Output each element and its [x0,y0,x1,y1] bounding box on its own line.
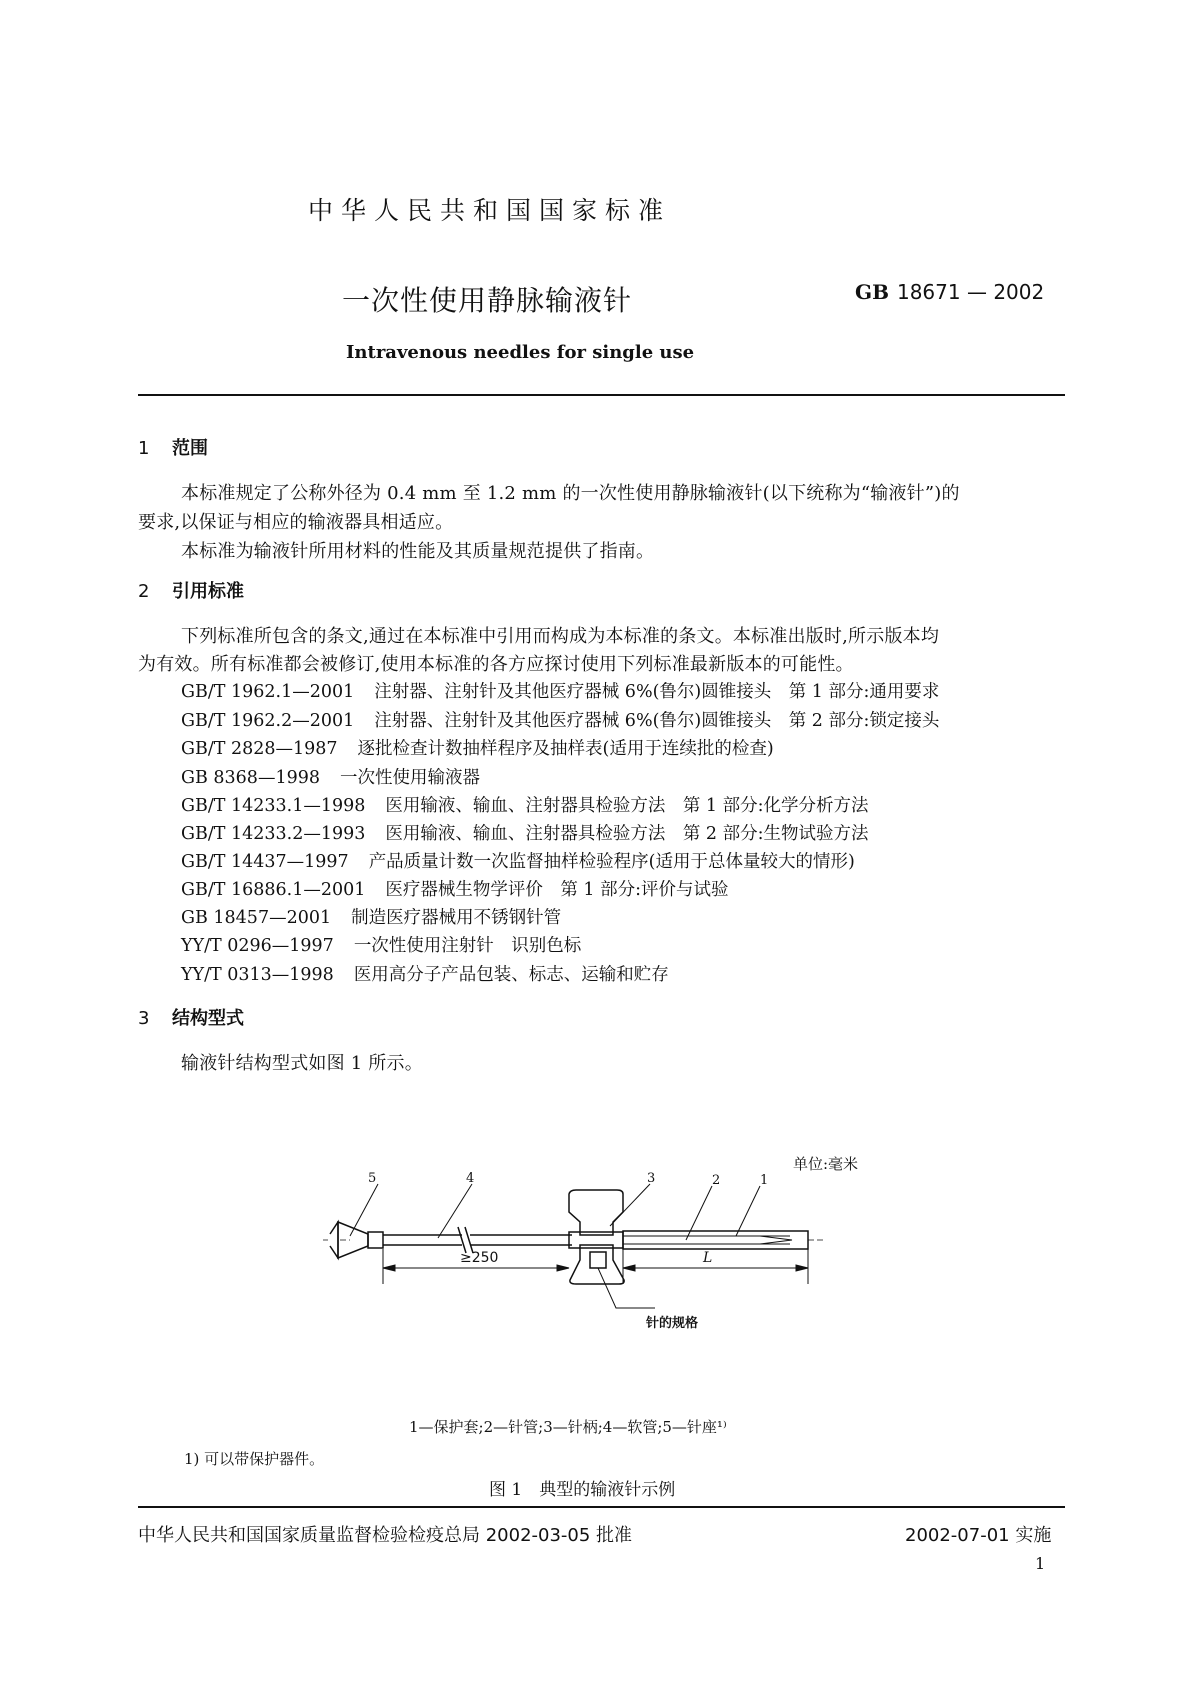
reference-item: GB/T 16886.1—2001 医疗器械生物学评价 第 1 部分:评价与试验 [181,880,729,900]
callout-5: 5 [368,1172,377,1186]
needle-tube-shape [623,1236,790,1244]
figure-unit-label: 单位:毫米 [793,1155,859,1173]
section-3-paragraph: 输液针结构型式如图 1 所示。 [181,1053,423,1074]
document-number-value: 18671 — 2002 [896,280,1045,304]
callout-4: 4 [466,1172,475,1186]
page-number: 1 [1035,1554,1046,1573]
section-2-heading: 2 引用标准 [138,581,244,602]
section-1-heading: 1 范围 [138,438,208,459]
reference-item: GB/T 14437—1997 产品质量计数一次监督抽样检验程序(适用于总体量较大的情形) [181,852,855,872]
national-standard-heading: 中华人民共和国国家标准 [308,196,672,225]
section-1-paragraph-1-line-1: 本标准规定了公称外径为 0.4 mm 至 1.2 mm 的一次性使用静脉输液针(以下统称为“输液针”)的 [181,483,960,504]
reference-item: GB/T 2828—1987 逐批检查计数抽样程序及抽样表(适用于连续批的检查) [181,739,774,759]
protective-sleeve-shape [623,1231,808,1249]
footer-divider [138,1506,1065,1508]
section-2-intro-line-2: 为有效。所有标准都会被修订,使用本标准的各方应探讨使用下列标准最新版本的可能性。 [138,654,854,675]
figure-legend: 1—保护套;2—针管;3—针柄;4—软管;5—针座¹⁾ [409,1418,727,1436]
needle-spec-leader [598,1268,655,1308]
infusion-needle-diagram [320,1172,880,1412]
callout-5-leader [350,1184,378,1236]
callout-2: 2 [712,1173,721,1188]
upper-wing-shape [569,1190,623,1235]
hub-cap-shape [330,1222,338,1258]
dimension-extension-lines [383,1249,808,1284]
document-title-cn: 一次性使用静脉输液针 [342,284,633,317]
reference-item: GB/T 14233.1—1998 医用输液、输血、注射器具检验方法 第 1 部分:化学分析方法 [181,796,869,816]
footer-publisher: 中华人民共和国国家质量监督检验检疫总局 2002-03-05 批准 [138,1525,633,1546]
tubing-right-shape [470,1235,572,1245]
section-2-intro-line-1: 下列标准所包含的条文,通过在本标准中引用而构成为本标准的条文。本标准出版时,所示版本均 [181,626,940,647]
figure-footnote: 1) 可以带保护器件。 [184,1450,325,1468]
document-number [855,280,1044,304]
document-number-prefix: GB [855,280,889,304]
dimension-label-needle: L [703,1250,713,1266]
tubing-left-shape [383,1235,462,1245]
hub-collar-shape [368,1232,383,1248]
lower-wing-shape [570,1245,624,1284]
needle-spec-label: 针的规格 [646,1316,699,1331]
reference-item: GB/T 14233.2—1993 医用输液、输血、注射器具检验方法 第 2 部分:生物试验方法 [181,824,869,844]
reference-item: GB 8368—1998 一次性使用输液器 [181,768,480,788]
reference-item: YY/T 0313—1998 医用高分子产品包装、标志、运输和贮存 [181,965,669,985]
dimension-label-tubing: ≥250 [460,1250,499,1266]
header-divider [138,394,1065,396]
footer-implementation-date: 2002-07-01 实施 [905,1525,1052,1546]
document-title-en: Intravenous needles for single use [346,342,695,363]
needle-spec-marker-shape [590,1252,606,1268]
reference-item: YY/T 0296—1997 一次性使用注射针 识别色标 [181,936,582,956]
section-3-heading: 3 结构型式 [138,1008,244,1029]
callout-1-leader [736,1186,760,1236]
section-1-paragraph-2: 本标准为输液针所用材料的性能及其质量规范提供了指南。 [181,541,655,562]
needle-tip-shape [760,1236,792,1244]
reference-item: GB/T 1962.1—2001 注射器、注射针及其他医疗器械 6%(鲁尔)圆锥接头 第 1 部分:通用要求 [181,682,940,702]
callout-2-leader [686,1186,712,1240]
section-1-paragraph-1-line-2: 要求,以保证与相应的输液器具相适应。 [138,512,454,533]
callout-4-leader [438,1184,472,1238]
figure-caption: 图 1 典型的输液针示例 [489,1480,676,1500]
callout-3: 3 [647,1172,656,1186]
reference-item: GB/T 1962.2—2001 注射器、注射针及其他医疗器械 6%(鲁尔)圆锥接头 第 2 部分:锁定接头 [181,711,940,731]
callout-1: 1 [760,1173,769,1188]
reference-item: GB 18457—2001 制造医疗器械用不锈钢针管 [181,908,562,928]
